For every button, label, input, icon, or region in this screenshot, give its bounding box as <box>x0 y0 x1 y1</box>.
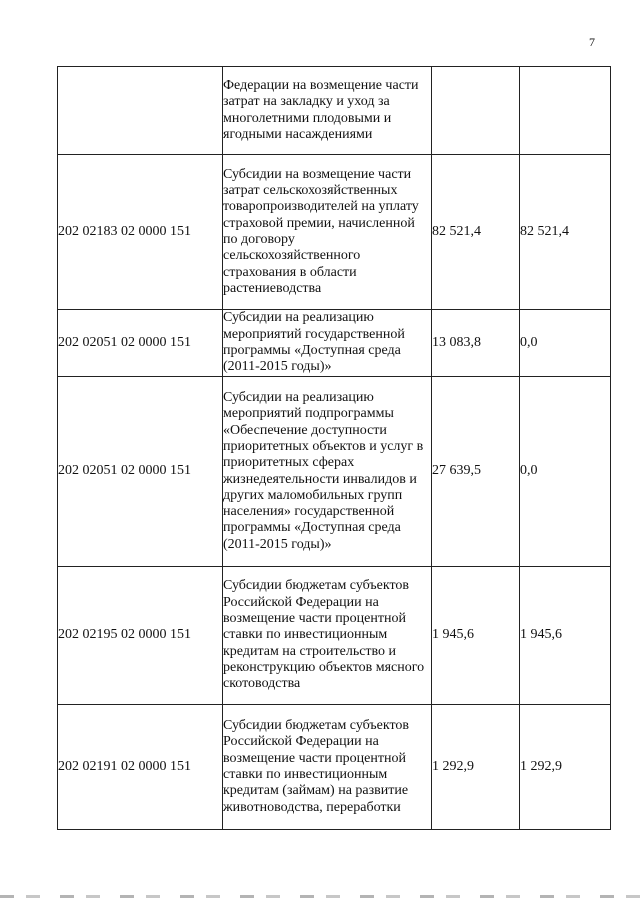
value-planned: 27 639,5 <box>432 377 520 567</box>
value-actual: 1 292,9 <box>520 705 611 830</box>
budget-code: 202 02195 02 0000 151 <box>58 567 223 705</box>
scan-edge-artifact <box>0 895 640 898</box>
table-row <box>58 155 611 310</box>
value-actual: 0,0 <box>520 310 611 377</box>
budget-code <box>58 67 223 155</box>
budget-code: 202 02051 02 0000 151 <box>58 310 223 377</box>
budget-code: 202 02051 02 0000 151 <box>58 377 223 567</box>
table-row <box>58 705 611 830</box>
row-description: Субсидии бюджетам субъектов Российской Федерации на возмещение части процентной ставки по инвестиционным кредитам (займам) на развитие животноводства, переработки <box>223 705 432 830</box>
value-planned <box>432 67 520 155</box>
table-row <box>58 310 611 377</box>
table-row <box>58 377 611 567</box>
value-planned: 82 521,4 <box>432 155 520 310</box>
page-number: 7 <box>589 35 595 49</box>
value-actual <box>520 67 611 155</box>
row-description: Субсидии на реализацию мероприятий подпрограммы «Обеспечение доступности приоритетных объектов и услуг в приоритетных сферах жизнедеятельности инвалидов и других маломобильных групп населения» государственной программы «Доступная среда (2011-2015 годы)» <box>223 377 432 567</box>
value-actual: 1 945,6 <box>520 567 611 705</box>
row-description: Субсидии бюджетам субъектов Российской Федерации на возмещение части процентной ставки по инвестиционным кредитам на строительство и реконструкцию объектов мясного скотоводства <box>223 567 432 705</box>
value-actual: 0,0 <box>520 377 611 567</box>
budget-code: 202 02191 02 0000 151 <box>58 705 223 830</box>
row-description: Федерации на возмещение части затрат на закладку и уход за многолетними плодовыми и ягодными насаждениями <box>223 67 432 155</box>
table-row <box>58 67 611 155</box>
value-planned: 1 945,6 <box>432 567 520 705</box>
budget-table <box>57 66 611 830</box>
value-actual: 82 521,4 <box>520 155 611 310</box>
row-description: Субсидии на возмещение части затрат сельскохозяйственных товаропроизводителей на уплату страховой премии, начисленной по договору сельскохозяйственного страхования в области растениеводства <box>223 155 432 310</box>
row-description: Субсидии на реализацию мероприятий государственной программы «Доступная среда (2011-2015 годы)» <box>223 310 432 377</box>
budget-code: 202 02183 02 0000 151 <box>58 155 223 310</box>
value-planned: 1 292,9 <box>432 705 520 830</box>
table-row <box>58 567 611 705</box>
value-planned: 13 083,8 <box>432 310 520 377</box>
